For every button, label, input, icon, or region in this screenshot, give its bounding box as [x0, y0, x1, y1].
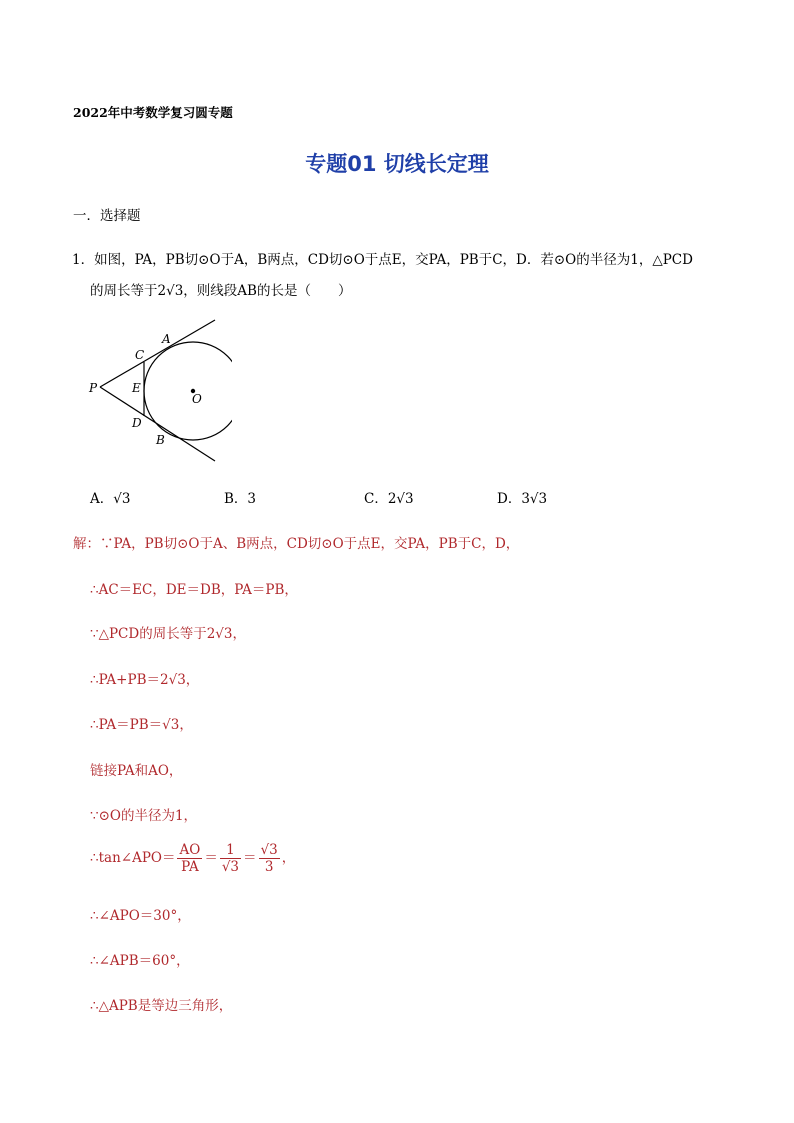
fraction-numerator: 1 — [220, 842, 241, 859]
label-b: B — [156, 433, 165, 447]
page-title: 专题01 切线长定理 — [305, 152, 489, 176]
label-p: P — [89, 381, 98, 395]
solution-line-8 — [90, 842, 295, 875]
fraction-numerator: √3 — [260, 842, 278, 858]
question-text-line-1: 1．如图，PA，PB切⊙O于A，B两点，CD切⊙O于点E，交PA，PB于C，D．若⊙O的半径为1，△PCD — [72, 252, 693, 268]
fraction-denominator: 3 — [264, 859, 274, 875]
solution-line-6: 链接PA和AO， — [90, 763, 183, 779]
label-e: E — [132, 381, 141, 395]
fraction-denominator: √3 — [221, 859, 240, 875]
fraction-numerator: AO — [179, 842, 201, 858]
label-o: O — [192, 392, 202, 406]
label-d: D — [132, 416, 142, 430]
solution-line-4: ∴PA+PB＝2√3， — [90, 672, 200, 688]
fraction-root3-over-3 — [259, 842, 280, 875]
equals-sign: ＝ — [243, 850, 257, 866]
question-text-line-2: 的周长等于2√3，则线段AB的长是（ ） — [90, 283, 352, 299]
solution-line-11: ∴△APB是等边三角形， — [90, 998, 233, 1014]
solution-line-1: 解：∵PA，PB切⊙O于A、B两点，CD切⊙O于点E，交PA，PB于C，D， — [73, 536, 520, 552]
tangent-line-pa — [100, 320, 215, 387]
equals-sign: ＝ — [204, 850, 218, 866]
solution-line-3: ∵△PCD的周长等于2√3， — [90, 626, 246, 642]
solution-line-9: ∴∠APO＝30°， — [90, 908, 191, 924]
tan-expression-prefix: ∴tan∠APO＝ — [90, 850, 176, 866]
solution-line-2: ∴AC＝EC，DE＝DB，PA＝PB， — [90, 582, 298, 598]
solution-line-5: ∴PA＝PB＝√3， — [90, 717, 193, 733]
solution-line-7: ∵⊙O的半径为1， — [90, 808, 198, 824]
document-header: 2022年中考数学复习圆专题 — [73, 105, 233, 120]
fraction-one-over-root3 — [220, 842, 241, 875]
label-c: C — [135, 348, 145, 362]
fraction-denominator: PA — [181, 859, 199, 875]
option-b[interactable]: B．3 — [224, 491, 257, 507]
option-c[interactable]: C．2√3 — [364, 491, 414, 507]
section-heading: 一．选择题 — [73, 208, 141, 224]
option-d[interactable]: D．3√3 — [497, 491, 548, 507]
geometry-figure — [82, 315, 232, 465]
solution-line-10: ∴∠APB＝60°， — [90, 953, 190, 969]
comma: ， — [281, 850, 296, 866]
label-a: A — [162, 332, 171, 346]
circle-o — [144, 342, 232, 440]
fraction-ao-over-pa — [177, 842, 202, 875]
option-a[interactable]: A．√3 — [90, 491, 131, 507]
